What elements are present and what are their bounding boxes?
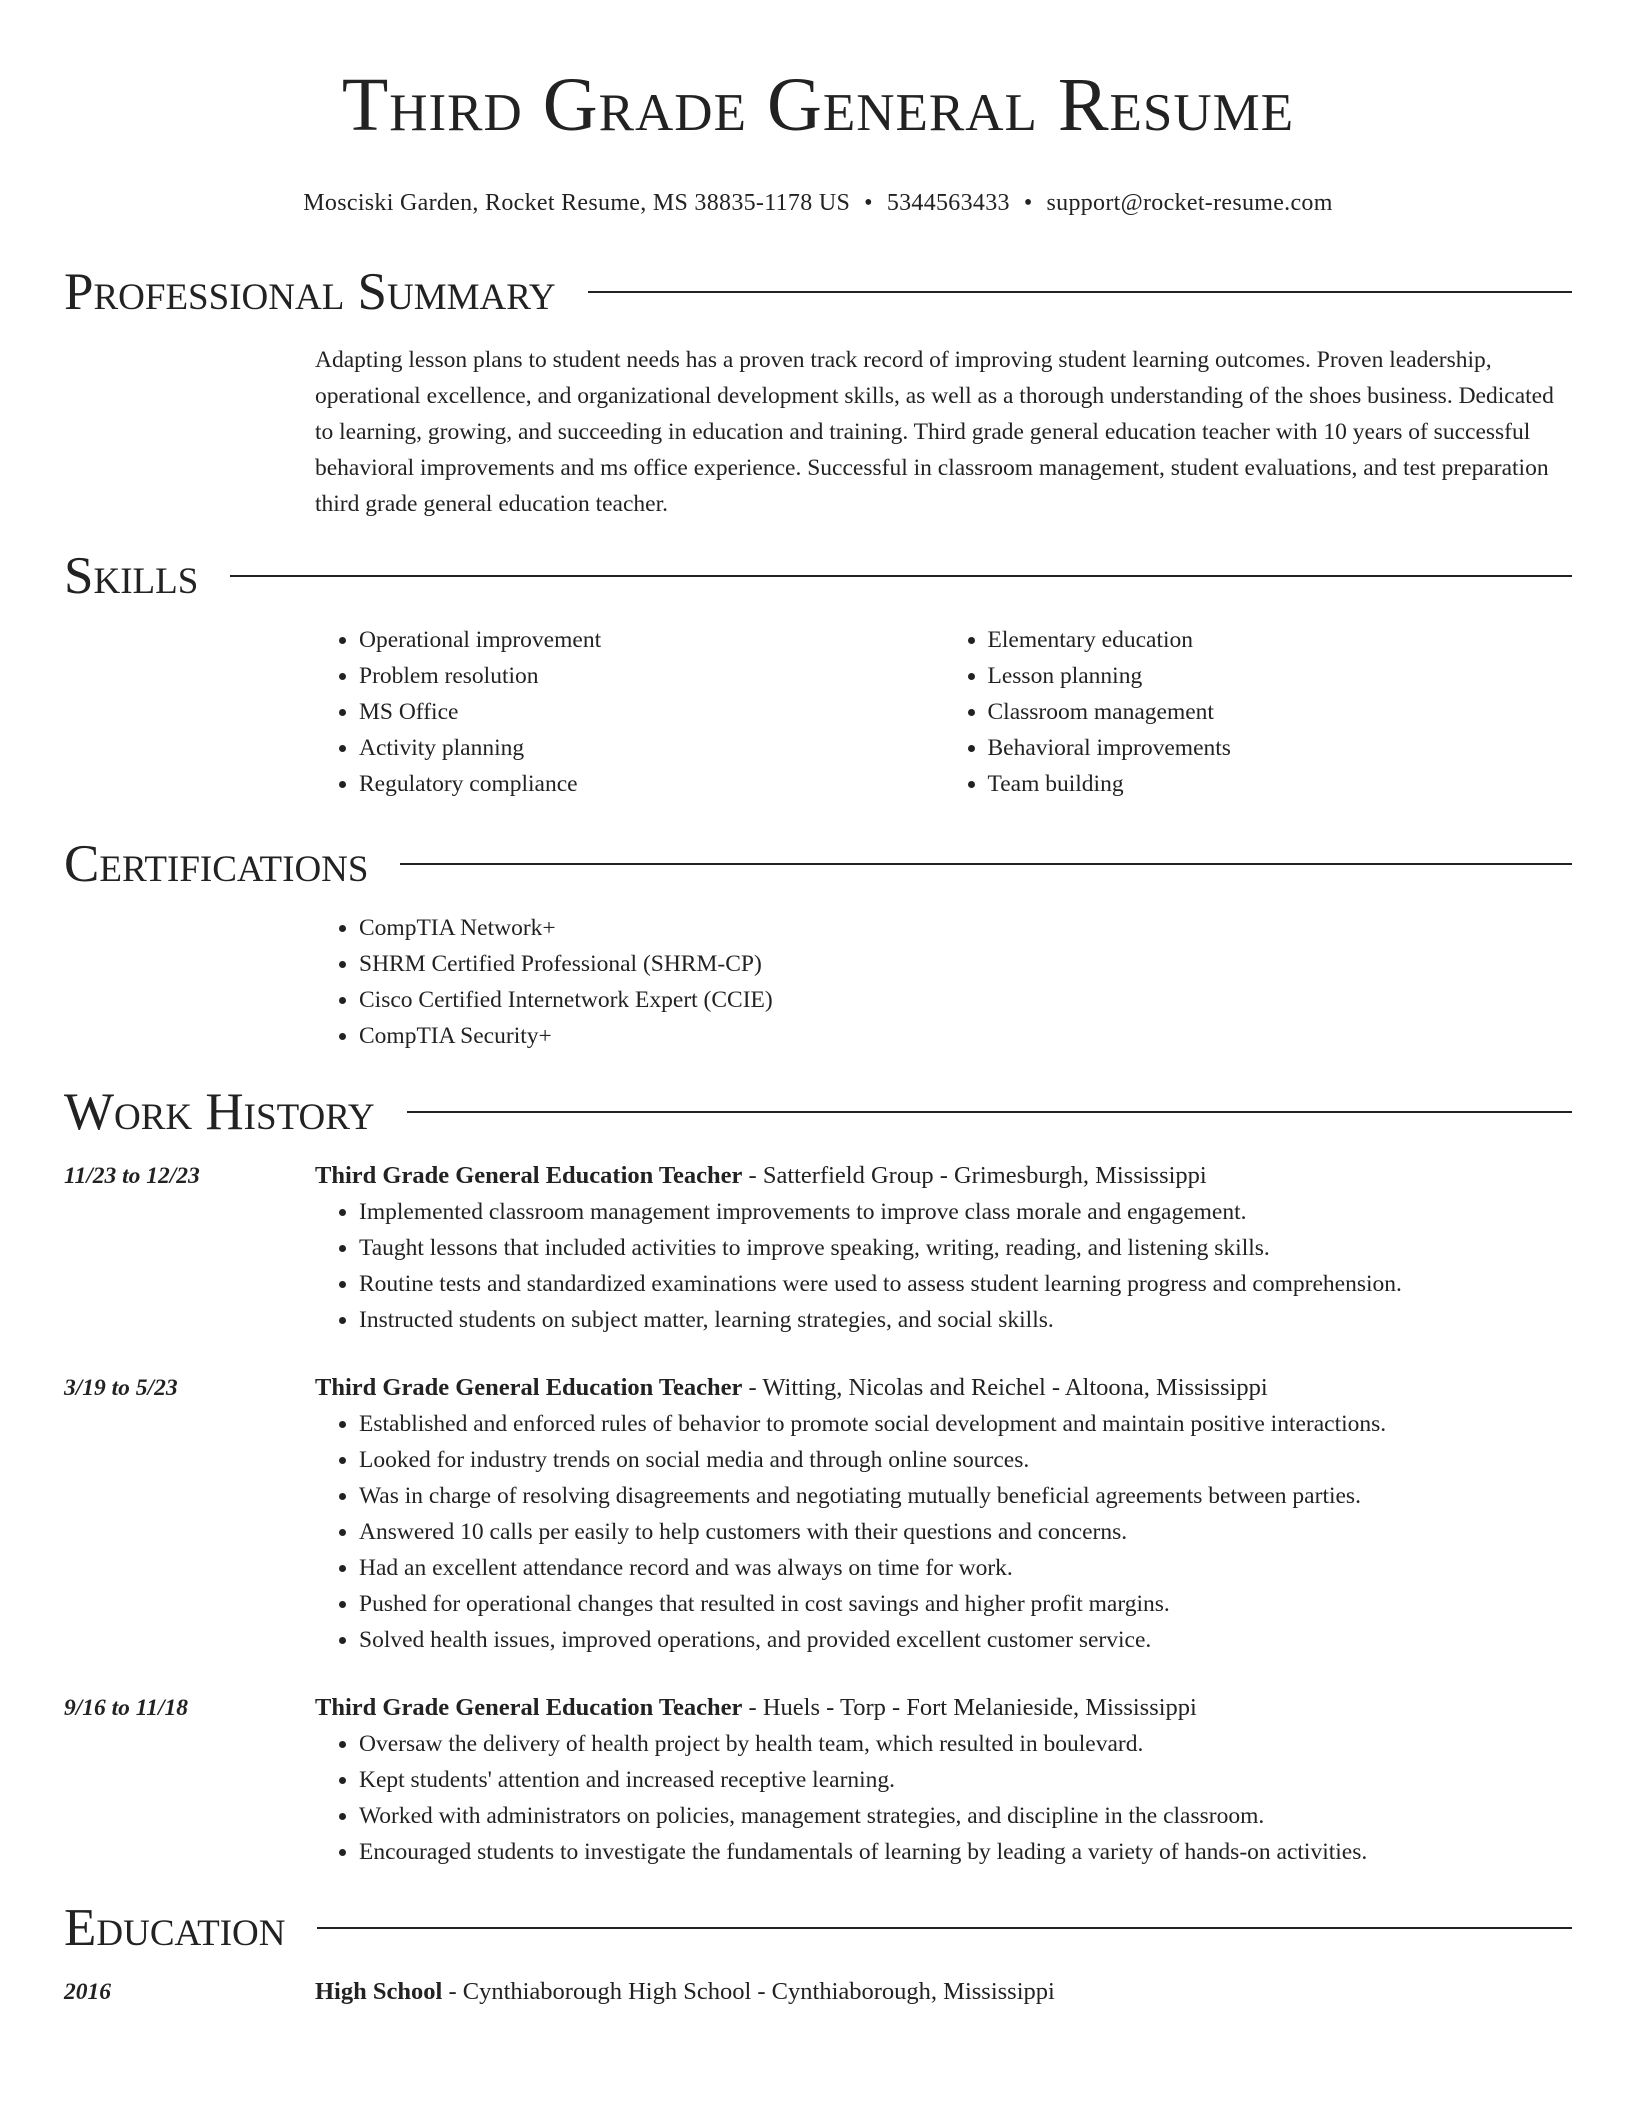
job-company-location: - Witting, Nicolas and Reichel - Altoona, Mississippi bbox=[742, 1374, 1268, 1401]
section-divider bbox=[230, 575, 1572, 577]
job-entry bbox=[64, 1370, 1572, 1658]
education-section bbox=[64, 1898, 1572, 2010]
section-divider bbox=[407, 1111, 1572, 1113]
education-header bbox=[64, 1898, 1572, 1958]
section-divider bbox=[317, 1927, 1572, 1929]
job-title: Third Grade General Education Teacher bbox=[315, 1694, 743, 1721]
contact-separator: • bbox=[864, 190, 873, 216]
job-header-line bbox=[315, 1690, 1572, 1726]
job-details bbox=[315, 1370, 1572, 1658]
skill-item: • Classroom management bbox=[988, 694, 1573, 730]
skill-item: • Elementary education bbox=[988, 622, 1573, 658]
job-bullet: • Implemented classroom management improvements to improve class morale and engagement. bbox=[359, 1194, 1572, 1230]
certification-item: • Cisco Certified Internetwork Expert (CCIE) bbox=[359, 982, 1572, 1018]
job-bullet: • Taught lessons that included activities to improve speaking, writing, reading, and listening skills. bbox=[359, 1230, 1572, 1266]
job-dates: 11/23 to 12/23 bbox=[64, 1163, 200, 1189]
job-title: Third Grade General Education Teacher bbox=[315, 1374, 743, 1401]
contact-address: Mosciski Garden, Rocket Resume, MS 38835-1178 US bbox=[303, 190, 851, 216]
skills-header bbox=[64, 546, 1572, 606]
contact-email: support@rocket-resume.com bbox=[1046, 190, 1333, 216]
work-history-section bbox=[64, 1082, 1572, 1870]
job-header-line bbox=[315, 1370, 1572, 1406]
resume-title: Third Grade General Resume bbox=[341, 63, 1295, 147]
job-entry bbox=[64, 1690, 1572, 1870]
job-bullets bbox=[315, 1194, 1572, 1338]
job-bullet: • Worked with administrators on policies, management strategies, and discipline in the classroom. bbox=[359, 1798, 1572, 1834]
certification-item: • CompTIA Security+ bbox=[359, 1018, 1572, 1054]
skill-item: • Team building bbox=[988, 766, 1573, 802]
section-divider bbox=[400, 863, 1572, 865]
skills-section bbox=[64, 546, 1572, 802]
contact-line bbox=[64, 188, 1572, 218]
job-bullet: • Kept students' attention and increased receptive learning. bbox=[359, 1762, 1572, 1798]
summary-header bbox=[64, 262, 1572, 322]
skill-item: • Problem resolution bbox=[359, 658, 944, 694]
education-heading: Education bbox=[64, 1899, 286, 1957]
job-bullet: • Established and enforced rules of behavior to promote social development and maintain positive interactions. bbox=[359, 1406, 1572, 1442]
work-history-header bbox=[64, 1082, 1572, 1142]
education-year: 2016 bbox=[64, 1979, 111, 2005]
certifications-header bbox=[64, 834, 1572, 894]
skills-grid bbox=[315, 622, 1572, 802]
job-bullets bbox=[315, 1726, 1572, 1870]
job-bullet: • Pushed for operational changes that resulted in cost savings and higher profit margins. bbox=[359, 1586, 1572, 1622]
education-entry bbox=[64, 1974, 1572, 2010]
skills-list-left bbox=[315, 622, 944, 802]
skill-item: • Operational improvement bbox=[359, 622, 944, 658]
skill-item: • Activity planning bbox=[359, 730, 944, 766]
job-details bbox=[315, 1158, 1572, 1338]
certifications-section bbox=[64, 834, 1572, 1054]
skill-item: • Regulatory compliance bbox=[359, 766, 944, 802]
job-bullet: • Routine tests and standardized examinations were used to assess student learning progress and comprehension. bbox=[359, 1266, 1572, 1302]
skill-item: • Lesson planning bbox=[988, 658, 1573, 694]
contact-separator: • bbox=[1023, 190, 1033, 216]
skill-item: • MS Office bbox=[359, 694, 944, 730]
contact-phone: 5344563433 bbox=[886, 190, 1010, 216]
summary-heading: Professional Summary bbox=[64, 263, 556, 321]
education-details bbox=[315, 1974, 1055, 2010]
job-bullet: • Encouraged students to investigate the fundamentals of learning by leading a variety of hands-on activities. bbox=[359, 1834, 1572, 1870]
job-bullet: • Answered 10 calls per easily to help customers with their questions and concerns. bbox=[359, 1514, 1572, 1550]
section-divider bbox=[588, 291, 1572, 293]
education-degree: High School bbox=[315, 1978, 443, 2005]
job-dates: 3/19 to 5/23 bbox=[64, 1375, 178, 1401]
education-school: - Cynthiaborough High School - Cynthiaborough, Mississippi bbox=[442, 1978, 1055, 2005]
certifications-body bbox=[315, 910, 1572, 1054]
summary-section bbox=[64, 262, 1572, 522]
skills-list-right bbox=[944, 622, 1573, 802]
job-bullet: • Oversaw the delivery of health project by health team, which resulted in boulevard. bbox=[359, 1726, 1572, 1762]
job-header-line bbox=[315, 1158, 1572, 1194]
job-company-location: - Huels - Torp - Fort Melanieside, Mississippi bbox=[742, 1694, 1197, 1721]
job-bullets bbox=[315, 1406, 1572, 1658]
certification-item: • SHRM Certified Professional (SHRM-CP) bbox=[359, 946, 1572, 982]
job-bullet: • Was in charge of resolving disagreements and negotiating mutually beneficial agreements between parties. bbox=[359, 1478, 1572, 1514]
job-entry bbox=[64, 1158, 1572, 1338]
summary-text: Adapting lesson plans to student needs has a proven track record of improving student learning outcomes. Proven leadership, operational excellence, and organizational development skills, as well as a thorough understanding of the shoes business. Dedicated to learning, growing, and succeeding in education and training. Third grade general education teacher with 10 years of successful behavioral improvements and ms office experience. Successful in classroom management, student evaluations, and test preparation third grade general education teacher. bbox=[315, 347, 1554, 517]
job-dates: 9/16 to 11/18 bbox=[64, 1695, 189, 1721]
job-bullet: • Had an excellent attendance record and was always on time for work. bbox=[359, 1550, 1572, 1586]
job-bullet: • Instructed students on subject matter, learning strategies, and social skills. bbox=[359, 1302, 1572, 1338]
certifications-heading: Certifications bbox=[64, 835, 369, 893]
skills-heading: Skills bbox=[64, 547, 199, 605]
certification-item: • CompTIA Network+ bbox=[359, 910, 1572, 946]
certifications-list bbox=[315, 910, 1572, 1054]
job-title: Third Grade General Education Teacher bbox=[315, 1162, 743, 1189]
skill-item: • Behavioral improvements bbox=[988, 730, 1573, 766]
summary-body bbox=[315, 342, 1572, 522]
job-bullet: • Looked for industry trends on social media and through online sources. bbox=[359, 1442, 1572, 1478]
work-history-heading: Work History bbox=[64, 1083, 375, 1141]
job-details bbox=[315, 1690, 1572, 1870]
job-bullet: • Solved health issues, improved operations, and provided excellent customer service. bbox=[359, 1622, 1572, 1658]
job-company-location: - Satterfield Group - Grimesburgh, Mississippi bbox=[742, 1162, 1207, 1189]
